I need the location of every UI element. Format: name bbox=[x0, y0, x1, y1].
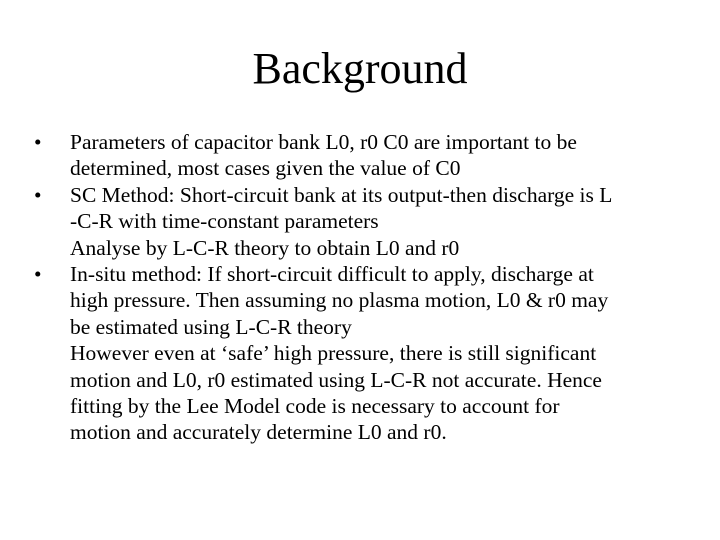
continuation-text-line: motion and accurately determine L0 and r0. bbox=[70, 420, 447, 445]
bullet-text-line: -C-R with time-constant parameters bbox=[70, 209, 379, 234]
bullet-text-line: determined, most cases given the value of C0 bbox=[70, 156, 461, 181]
continuation-text-line: motion and L0, r0 estimated using L-C-R not accurate. Hence bbox=[70, 367, 602, 392]
bullet-item-parameters bbox=[34, 129, 694, 182]
continuation-analyse bbox=[34, 235, 694, 261]
slide-title: Background bbox=[252, 44, 468, 93]
continuation-text-line: fitting by the Lee Model code is necessary to account for bbox=[70, 394, 560, 419]
bullet-text-line: In-situ method: If short-circuit difficult to apply, discharge at bbox=[70, 262, 594, 287]
continuation-text-line: Analyse by L-C-R theory to obtain L0 and r0 bbox=[70, 235, 460, 260]
bullet-marker: • bbox=[34, 182, 42, 207]
bullet-text-line: Parameters of capacitor bank L0, r0 C0 are important to be bbox=[70, 130, 577, 154]
bullet-text-line: SC Method: Short-circuit bank at its output-then discharge is L bbox=[70, 182, 613, 207]
bullet-text-line: high pressure. Then assuming no plasma motion, L0 & r0 may bbox=[70, 288, 609, 313]
slide-body bbox=[34, 129, 694, 446]
continuation-however bbox=[34, 340, 694, 446]
bullet-text-line: be estimated using L-C-R theory bbox=[70, 314, 352, 339]
continuation-text-line: However even at ‘safe’ high pressure, there is still significant bbox=[70, 341, 597, 366]
bullet-marker: • bbox=[34, 130, 42, 154]
bullet-item-in-situ-method bbox=[34, 261, 694, 340]
bullet-marker: • bbox=[34, 262, 42, 287]
bullet-item-sc-method bbox=[34, 182, 694, 235]
